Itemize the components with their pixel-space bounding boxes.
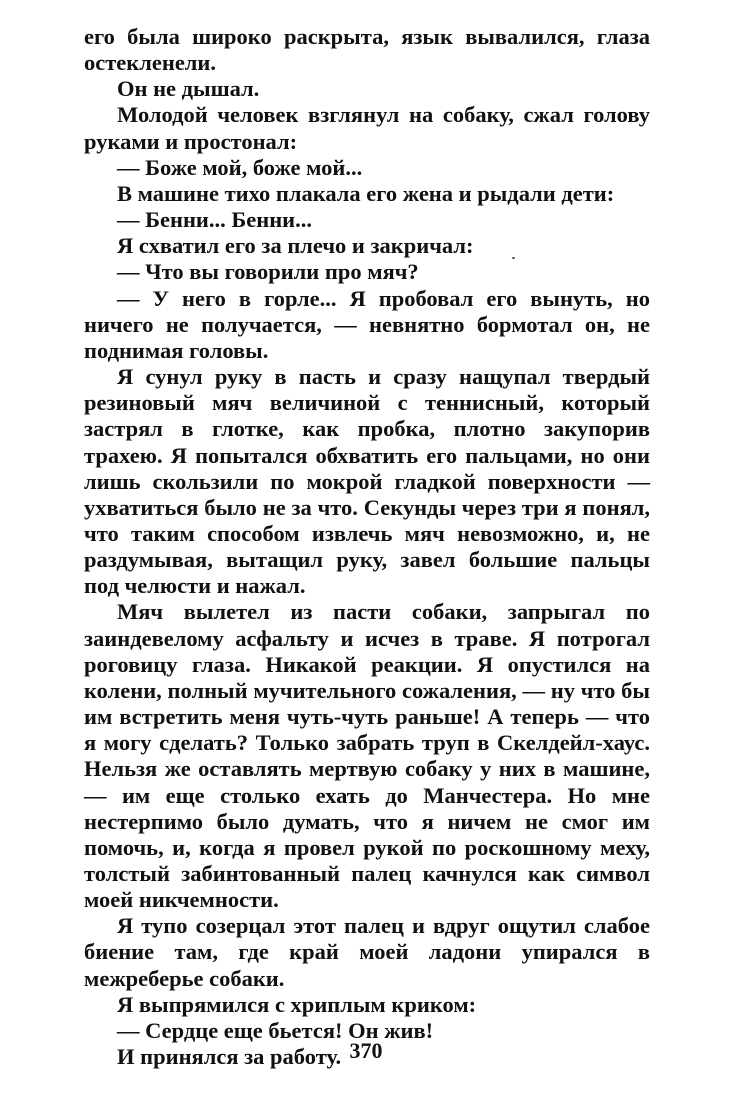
paragraph: И принялся за работу. <box>117 1044 342 1070</box>
book-page-text <box>84 24 650 1070</box>
dialogue-line: — Боже мой, боже мой... <box>117 154 363 180</box>
dialogue-line: — Бенни... Бенни... <box>117 207 313 233</box>
paragraph: его была широко раскрыта, язык вывалился, глаза остекленели. <box>84 24 650 76</box>
paragraph: Я тупо созерцал этот палец и вдруг ощутил слабое биение там, где край моей ладони упирался в межреберье собаки. <box>84 913 650 991</box>
paragraph: В машине тихо плакала его жена и рыдали дети: <box>117 180 615 206</box>
dialogue-line: — Что вы говорили про мяч? <box>117 259 419 285</box>
paragraph: Он не дышал. <box>117 76 260 102</box>
paragraph: Молодой человек взглянул на собаку, сжал голову руками и простонал: <box>84 102 650 154</box>
paragraph: Мяч вылетел из пасти собаки, запрыгал по заиндевелому асфальту и исчез в траве. Я потрогал роговицу глаза. Никакой реакции. Я опустился на колени, полный мучительного сожаления, — ну что бы им встретить меня чуть-чуть раньше! А теперь — что я могу сделать? Только забрать труп в Скелдейл-хаус. Нельзя же оставлять мертвую собаку у них в машине, — им еще столько ехать до Манчестера. Но мне нестерпимо было думать, что я ничем не смог им помочь, и, когда я провел рукой по роскошному меху, толстый забинтованный палец качнулся как символ моей никчемности. <box>84 599 650 913</box>
dialogue-line: — Сердце еще бьется! Он жив! <box>117 1017 434 1043</box>
paragraph: Я схватил его за плечо и закричал: <box>117 233 474 259</box>
dialogue-line: — У него в горле... Я пробовал его вынуть, но ничего не получается, — невнятно бормотал он, не поднимая головы. <box>84 285 650 363</box>
print-speck <box>512 257 515 259</box>
page-number: 370 <box>349 1038 383 1063</box>
paragraph: Я сунул руку в пасть и сразу нащупал твердый резиновый мяч величиной с теннисный, который застрял в глотке, как пробка, плотно закупорив трахею. Я попытался обхватить его пальцами, но они лишь скользили по мокрой гладкой поверхности — ухватиться было не за что. Секунды через три я понял, что таким способом извлечь мяч невозможно, и, не раздумывая, вытащил руку, завел большие пальцы под челюсти и нажал. <box>84 364 650 599</box>
paragraph: Я выпрямился с хриплым криком: <box>117 991 477 1017</box>
